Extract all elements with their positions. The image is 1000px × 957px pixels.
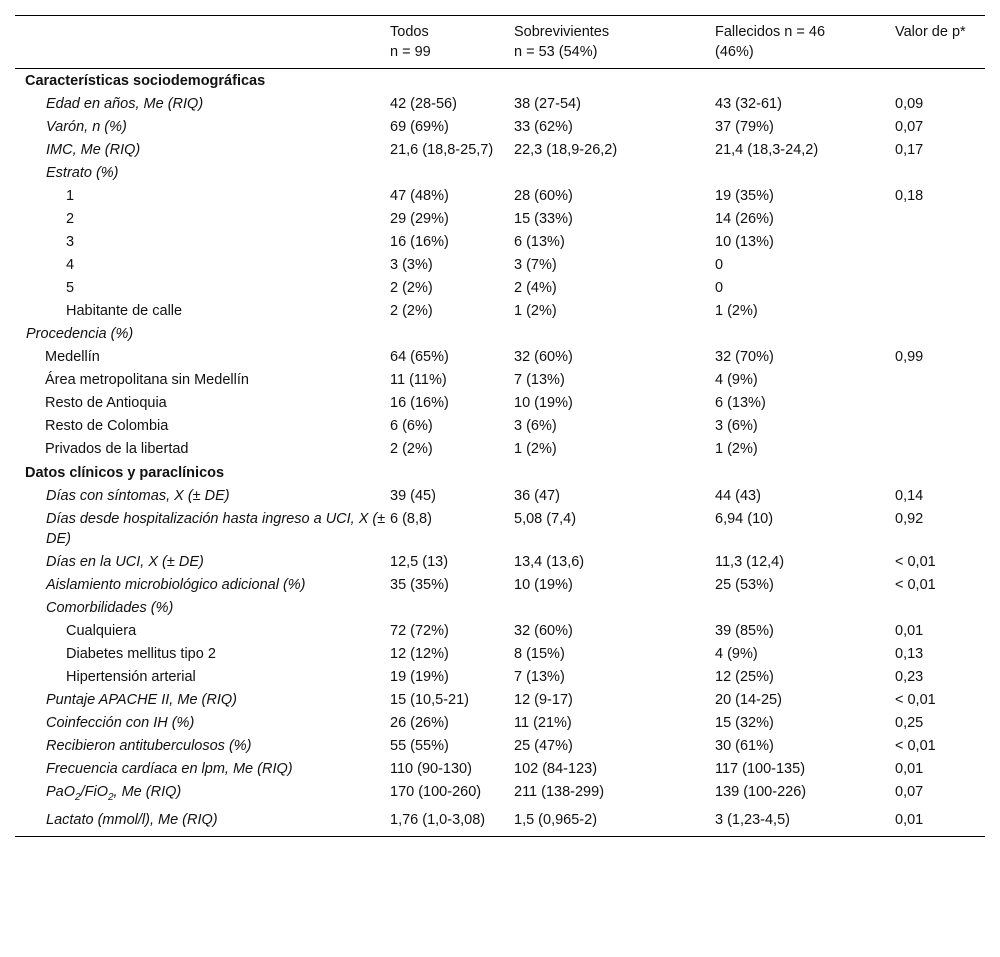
table-row: [15, 369, 985, 392]
cell-p-value: 0,01: [895, 812, 924, 829]
cell-p-value: < 0,01: [895, 553, 936, 570]
cell-p-value: [891, 162, 985, 185]
header-todos: Todos n = 99: [390, 24, 431, 60]
section-row: [15, 69, 985, 93]
cell-todos: 15 (10,5-21): [390, 691, 469, 708]
cell-sobrevivientes: 13,4 (13,6): [514, 553, 585, 570]
header-fallecidos: Fallecidos n = 46 (46%): [715, 24, 826, 60]
cell-p-value: 0,07: [895, 119, 924, 135]
row-label: 3: [66, 234, 75, 250]
cell-todos: 110 (90-130): [390, 760, 472, 777]
table-header: [15, 16, 985, 69]
row-label: 4: [66, 257, 75, 273]
cell-p-value: [891, 369, 985, 392]
table-row: [15, 550, 985, 573]
table-container: [15, 15, 985, 837]
row-label: 1: [66, 188, 75, 204]
cell-sobrevivientes: 11 (21%): [514, 714, 572, 731]
cell-p-value: 0,14: [895, 487, 924, 504]
cell-sobrevivientes: 32 (60%): [514, 622, 573, 639]
cell-sobrevivientes: 8 (15%): [514, 645, 565, 662]
cell-fallecidos: 10 (13%): [715, 234, 774, 250]
row-label: Días con síntomas, X (± DE): [46, 487, 230, 504]
cell-todos: 29 (29%): [390, 211, 449, 227]
table-row: [15, 711, 985, 734]
cell-sobrevivientes: 36 (47): [514, 487, 560, 504]
row-label: Frecuencia cardíaca en lpm, Me (RIQ): [46, 760, 293, 777]
cell-fallecidos: 1 (2%): [715, 303, 758, 319]
cell-p-value: 0,07: [895, 783, 924, 800]
table-row: [15, 392, 985, 415]
cell-todos: 2 (2%): [390, 280, 433, 296]
cell-todos: 19 (19%): [390, 668, 449, 685]
row-label: Estrato (%): [46, 165, 119, 181]
cell-sobrevivientes: 33 (62%): [514, 119, 573, 135]
cell-fallecidos: 14 (26%): [715, 211, 774, 227]
table-body: [15, 69, 985, 837]
cell-todos: 16 (16%): [390, 234, 449, 250]
cell-p-value: [891, 277, 985, 300]
table-row: [15, 438, 985, 461]
cell-todos: 2 (2%): [390, 441, 433, 457]
cell-todos: 55 (55%): [390, 737, 449, 754]
cell-p-value: < 0,01: [895, 737, 936, 754]
cell-p-value: [891, 254, 985, 277]
cell-fallecidos: 1 (2%): [715, 441, 758, 457]
cell-fallecidos: 12 (25%): [715, 668, 774, 685]
row-label: Cualquiera: [66, 622, 137, 639]
cell-sobrevivientes: 38 (27-54): [514, 96, 581, 112]
cell-sobrevivientes: 25 (47%): [514, 737, 573, 754]
cell-p-value: 0,13: [895, 645, 924, 662]
cell-todos: 1,76 (1,0-3,08): [390, 812, 486, 829]
table-row: [15, 809, 985, 837]
cell-p-value: 0,92: [895, 510, 924, 527]
cell-fallecidos: [715, 162, 891, 185]
cell-p-value: [891, 208, 985, 231]
cell-fallecidos: 20 (14-25): [715, 691, 782, 708]
table-row: [15, 757, 985, 780]
row-label: IMC, Me (RIQ): [46, 142, 141, 158]
cell-fallecidos: 30 (61%): [715, 737, 774, 754]
cell-p-value: [891, 392, 985, 415]
row-label: 2: [66, 211, 75, 227]
cell-p-value: < 0,01: [895, 691, 936, 708]
row-label: Procedencia (%): [26, 326, 134, 342]
row-label: Días desde hospitalización hasta ingreso a UCI, X (± DE): [46, 510, 386, 547]
cell-fallecidos: 4 (9%): [715, 372, 758, 388]
table-row: [15, 185, 985, 208]
header-sobrevivientes: Sobrevivientes n = 53 (54%): [514, 24, 610, 60]
cell-sobrevivientes: 32 (60%): [514, 349, 573, 365]
table-row: [15, 300, 985, 323]
table-row: [15, 619, 985, 642]
cell-fallecidos: [715, 596, 891, 619]
cell-fallecidos: 6 (13%): [715, 395, 766, 411]
cell-sobrevivientes: 22,3 (18,9-26,2): [514, 142, 618, 158]
cell-todos: 26 (26%): [390, 714, 449, 731]
table-row: [15, 415, 985, 438]
table-row: [15, 93, 985, 116]
cell-fallecidos: 0: [715, 257, 724, 273]
table-row: [15, 642, 985, 665]
cell-todos: 35 (35%): [390, 576, 449, 593]
cell-fallecidos: 3 (6%): [715, 418, 758, 434]
cell-p-value: [891, 596, 985, 619]
cell-fallecidos: 117 (100-135): [715, 760, 806, 777]
row-label: 5: [66, 280, 75, 296]
cell-fallecidos: 6,94 (10): [715, 510, 774, 527]
cell-sobrevivientes: [514, 323, 715, 346]
cell-sobrevivientes: 7 (13%): [514, 668, 565, 685]
cell-todos: [390, 596, 514, 619]
cell-todos: 6 (6%): [390, 418, 433, 434]
cell-fallecidos: 32 (70%): [715, 349, 774, 365]
cell-todos: 170 (100-260): [390, 783, 482, 800]
row-label: Edad en años, Me (RIQ): [46, 96, 204, 112]
cell-sobrevivientes: [514, 162, 715, 185]
cell-p-value: 0,23: [895, 668, 924, 685]
cell-fallecidos: 139 (100-226): [715, 783, 807, 800]
cell-p-value: 0,99: [895, 349, 924, 365]
cell-fallecidos: 39 (85%): [715, 622, 774, 639]
cell-todos: 39 (45): [390, 487, 436, 504]
cell-todos: 21,6 (18,8-25,7): [390, 142, 494, 158]
row-label: Coinfección con IH (%): [46, 714, 195, 731]
cell-todos: 16 (16%): [390, 395, 449, 411]
table-row: [15, 780, 985, 809]
data-table: [15, 15, 985, 837]
cell-fallecidos: 0: [715, 280, 724, 296]
cell-todos: [390, 162, 514, 185]
cell-todos: 2 (2%): [390, 303, 433, 319]
table-row: [15, 116, 985, 139]
cell-sobrevivientes: 1 (2%): [514, 441, 557, 457]
cell-p-value: 0,17: [895, 142, 924, 158]
table-row: [15, 323, 985, 346]
cell-p-value: [891, 300, 985, 323]
cell-p-value: [891, 323, 985, 346]
cell-todos: 69 (69%): [390, 119, 449, 135]
row-label: Diabetes mellitus tipo 2: [66, 645, 216, 662]
row-label: Recibieron antituberculosos (%): [46, 737, 252, 754]
cell-sobrevivientes: [514, 596, 715, 619]
section-title: Datos clínicos y paraclínicos: [25, 464, 225, 481]
cell-todos: 12,5 (13): [390, 553, 449, 570]
cell-todos: 64 (65%): [390, 349, 449, 365]
cell-sobrevivientes: 1,5 (0,965-2): [514, 812, 598, 829]
table-row: [15, 254, 985, 277]
cell-fallecidos: 21,4 (18,3-24,2): [715, 142, 819, 158]
header-p-value: Valor de p*: [895, 24, 966, 40]
cell-fallecidos: 4 (9%): [715, 645, 758, 662]
cell-p-value: [891, 438, 985, 461]
table-row: [15, 231, 985, 254]
cell-sobrevivientes: 10 (19%): [514, 576, 573, 593]
cell-sobrevivientes: 15 (33%): [514, 211, 573, 227]
section-title: Características sociodemográficas: [25, 73, 266, 89]
table-row: [15, 277, 985, 300]
cell-p-value: 0,01: [895, 760, 924, 777]
cell-sobrevivientes: 2 (4%): [514, 280, 557, 296]
table-row: [15, 484, 985, 507]
cell-todos: 3 (3%): [390, 257, 433, 273]
row-label: Resto de Antioquia: [45, 395, 167, 411]
row-label: Lactato (mmol/l), Me (RIQ): [46, 812, 218, 829]
cell-sobrevivientes: 1 (2%): [514, 303, 557, 319]
cell-todos: 11 (11%): [390, 372, 447, 388]
row-label: Puntaje APACHE II, Me (RIQ): [46, 691, 237, 708]
cell-todos: [390, 323, 514, 346]
table-row: [15, 208, 985, 231]
table-row: [15, 139, 985, 162]
cell-fallecidos: 43 (32-61): [715, 96, 782, 112]
cell-sobrevivientes: 102 (84-123): [514, 760, 598, 777]
cell-fallecidos: 19 (35%): [715, 188, 774, 204]
cell-p-value: < 0,01: [895, 576, 936, 593]
cell-sobrevivientes: 6 (13%): [514, 234, 565, 250]
cell-sobrevivientes: 3 (6%): [514, 418, 557, 434]
row-label: Privados de la libertad: [45, 441, 189, 457]
row-label: Aislamiento microbiológico adicional (%): [46, 576, 306, 593]
header-label-col: [15, 16, 390, 69]
row-label: Comorbilidades (%): [46, 599, 174, 616]
cell-p-value: 0,01: [895, 622, 924, 639]
cell-fallecidos: 44 (43): [715, 487, 761, 504]
cell-fallecidos: 15 (32%): [715, 714, 774, 731]
table-row: [15, 665, 985, 688]
table-row: [15, 346, 985, 369]
cell-p-value: [891, 415, 985, 438]
cell-todos: 72 (72%): [390, 622, 449, 639]
row-label: Habitante de calle: [66, 303, 183, 319]
row-label: Resto de Colombia: [45, 418, 169, 434]
table-row: [15, 507, 985, 550]
table-row: [15, 688, 985, 711]
row-label: Días en la UCI, X (± DE): [46, 553, 204, 570]
table-row: [15, 596, 985, 619]
cell-sobrevivientes: 28 (60%): [514, 188, 573, 204]
cell-fallecidos: [715, 323, 891, 346]
cell-sobrevivientes: 7 (13%): [514, 372, 565, 388]
cell-todos: 42 (28-56): [390, 96, 457, 112]
cell-fallecidos: 3 (1,23-4,5): [715, 812, 790, 829]
cell-sobrevivientes: 3 (7%): [514, 257, 557, 273]
table-row: [15, 734, 985, 757]
row-label: Medellín: [45, 349, 100, 365]
cell-p-value: 0,18: [895, 188, 924, 204]
row-label: PaO$_2$/FiO$_2$, Me (RIQ): [46, 783, 182, 803]
cell-fallecidos: 37 (79%): [715, 119, 774, 135]
cell-p-value: 0,09: [895, 96, 924, 112]
row-label: Varón, n (%): [46, 119, 127, 135]
cell-sobrevivientes: 12 (9-17): [514, 691, 573, 708]
cell-fallecidos: 25 (53%): [715, 576, 774, 593]
cell-p-value: [891, 231, 985, 254]
table-row: [15, 162, 985, 185]
cell-p-value: 0,25: [895, 714, 924, 731]
row-label: Área metropolitana sin Medellín: [45, 372, 249, 388]
cell-sobrevivientes: 10 (19%): [514, 395, 573, 411]
cell-fallecidos: 11,3 (12,4): [715, 553, 785, 570]
table-row: [15, 573, 985, 596]
cell-todos: 6 (8,8): [390, 510, 432, 527]
cell-sobrevivientes: 211 (138-299): [514, 783, 605, 800]
section-row: [15, 461, 985, 485]
cell-sobrevivientes: 5,08 (7,4): [514, 510, 577, 527]
cell-todos: 47 (48%): [390, 188, 449, 204]
cell-todos: 12 (12%): [390, 645, 449, 662]
row-label: Hipertensión arterial: [66, 668, 196, 685]
